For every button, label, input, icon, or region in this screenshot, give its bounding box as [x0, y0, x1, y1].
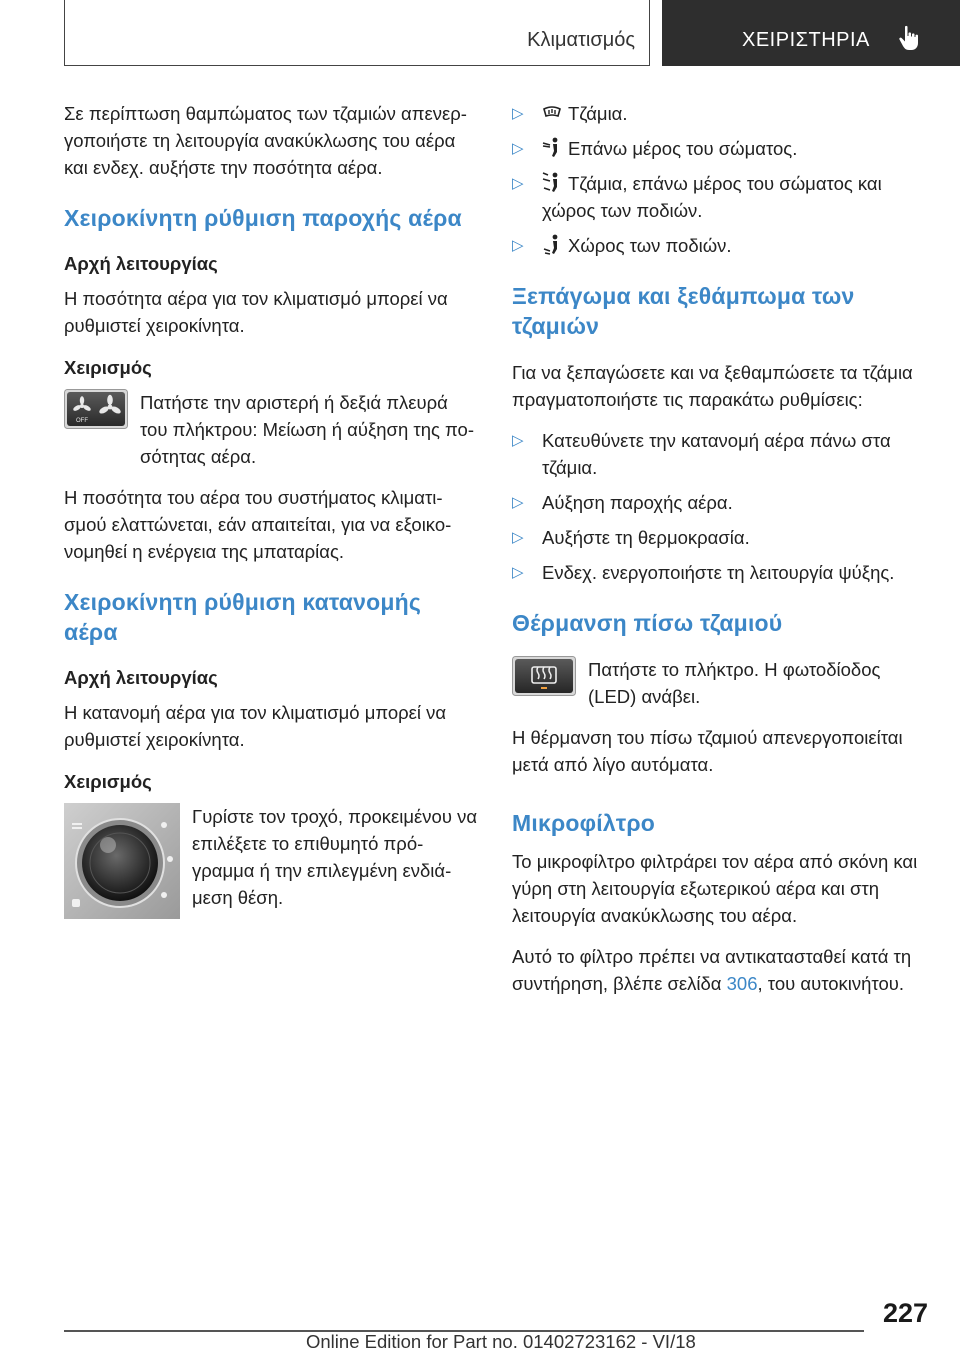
section-air-distribution-title: Χειροκίνητη ρύθμιση κατανομής αέρα — [64, 589, 422, 645]
list-item: ▷ Ενδεχ. ενεργοποιήστε τη λειτουργία ψύξης. — [512, 559, 930, 586]
distribution-modes-list — [512, 100, 930, 259]
list-item: ▷ Αυξήστε τη θερμοκρασία. — [512, 524, 930, 551]
upper-body-icon — [542, 136, 562, 158]
microfilter-text-2: Αυτό το φίλτρο πρέπει να αντικατασταθεί κατά τη συντήρηση, βλέπε σελίδα 306, του αυτοκινήτου. — [512, 946, 912, 994]
triangle-bullet-icon: ▷ — [512, 237, 524, 254]
right-column — [512, 100, 930, 1011]
triangle-bullet-icon: ▷ — [512, 432, 524, 449]
triangle-bullet-icon: ▷ — [512, 529, 524, 546]
air-flow-operation-heading: Χειρισμός — [64, 357, 152, 378]
triangle-bullet-icon: ▷ — [512, 494, 524, 511]
section-microfilter-title: Μικροφίλτρο — [512, 810, 656, 836]
triangle-bullet-icon: ▷ — [512, 175, 524, 192]
air-flow-battery-note: Η ποσότητα του αέρα του συστήματος κλιματισμού ελαττώνεται, εάν απαιτείται, για να εξοικονομηθεί η ενέργεια της μπαταρίας. — [64, 487, 452, 562]
rear-window-note: Η θέρμανση του πίσω τζαμιού απενεργοποιείται μετά από λίγο αυτόματα. — [512, 727, 903, 775]
fan-button-off-label: OFF — [76, 418, 88, 424]
air-distribution-principle-text: Η κατανομή αέρα για τον κλιματισμό μπορεί να ρυθμιστεί χειροκίνητα. — [64, 702, 447, 750]
list-item: ▷ Τζάμια, επάνω μέρος του σώματος και χώρος των ποδιών. — [512, 170, 930, 224]
hand-pointer-icon — [898, 25, 920, 51]
distribution-wheel-image — [64, 803, 180, 919]
section-rear-window-title: Θέρμανση πίσω τζαμιού — [512, 610, 783, 636]
air-flow-operation-row — [64, 389, 478, 470]
list-item: ▷ Αύξηση παροχής αέρα. — [512, 489, 930, 516]
air-distribution-operation-text: Γυρίστε τον τροχό, προκειμένου να επιλέξετε το επιθυμητό πρόγραμμα ή την επιλεγμένη ενδιάμεση θέση. — [192, 806, 478, 908]
section-defrost-title: Ξεπάγωμα και ξεθάμπωμα των τζαμιών — [512, 283, 855, 339]
air-flow-operation-text: Πατήστε την αριστερή ή δεξιά πλευρά του πλήκτρου: Μείωση ή αύξηση της ποσότητας αέρα. — [140, 392, 474, 467]
edition-footer: Online Edition for Part no. 01402723162 - VI/18 — [306, 1331, 696, 1352]
microfilter-text-1: Το μικροφίλτρο φιλτράρει τον αέρα από σκόνη και γύρη στη λειτουργία εξωτερικού αέρα και στη λειτουργία ανακύκλωσης του αέρα. — [512, 851, 918, 926]
intro-paragraph: Σε περίπτωση θαμπώματος των τζαμιών απενεργοποιήστε τη λειτουργία ανακύκλωσης του αέρα και ενδεχ. αυξήστε την ποσότητα αέρα. — [64, 103, 467, 178]
defrost-intro-text: Για να ξεπαγώσετε και να ξεθαμπώσετε τα τζάμια πραγματοποιήστε τις παρακάτω ρυθμίσεις: — [512, 362, 913, 410]
air-flow-principle-text: Η ποσότητα αέρα για τον κλιματισμό μπορεί να ρυθμιστεί χειροκίνητα. — [64, 288, 448, 336]
defrost-steps-list — [512, 427, 930, 586]
triangle-bullet-icon: ▷ — [512, 140, 524, 157]
section-title: ΧΕΙΡΙΣΤΗΡΙΑ — [742, 29, 870, 51]
list-item: ▷ Τζάμια. — [512, 100, 930, 127]
section-tab[interactable] — [662, 0, 960, 66]
list-item: ▷ Χώρος των ποδιών. — [512, 232, 930, 259]
left-column — [64, 100, 478, 933]
chapter-title: Κλιματισμός — [527, 29, 635, 51]
rear-window-heating-button-image — [512, 656, 576, 696]
fan-button-image — [64, 389, 128, 429]
air-flow-principle-heading: Αρχή λειτουργίας — [64, 253, 218, 274]
footwell-icon — [542, 233, 562, 255]
list-item: ▷ Επάνω μέρος του σώματος. — [512, 135, 930, 162]
windshield-upper-body-footwell-icon — [542, 171, 562, 193]
windshield-icon — [542, 105, 562, 123]
page-number: 227 — [882, 1298, 928, 1328]
rear-window-operation-text: Πατήστε το πλήκτρο. Η φωτοδίοδος (LED) ανάβει. — [588, 659, 881, 707]
air-distribution-principle-heading: Αρχή λειτουργίας — [64, 667, 218, 688]
air-distribution-operation-heading: Χειρισμός — [64, 771, 152, 792]
chapter-tab[interactable] — [64, 0, 650, 66]
list-item: ▷ Κατευθύνετε την κατανομή αέρα πάνω στα τζάμια. — [512, 427, 930, 481]
section-air-flow-title: Χειροκίνητη ρύθμιση παροχής αέρα — [64, 205, 462, 231]
page-header — [64, 0, 960, 66]
triangle-bullet-icon: ▷ — [512, 564, 524, 581]
page-reference-link[interactable]: 306 — [726, 973, 758, 994]
triangle-bullet-icon: ▷ — [512, 105, 524, 122]
air-distribution-operation-row — [64, 803, 478, 919]
rear-window-operation-row — [512, 656, 930, 710]
